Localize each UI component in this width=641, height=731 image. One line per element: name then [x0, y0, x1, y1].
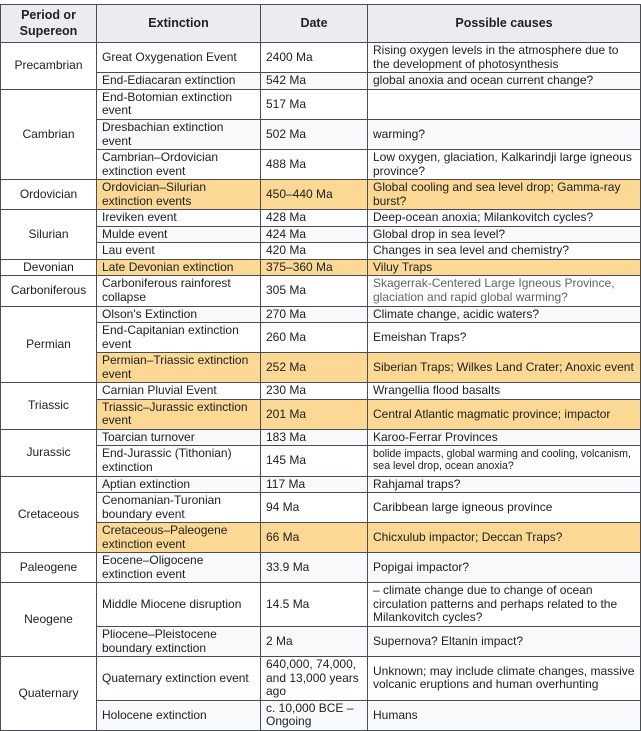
causes-cell: – climate change due to change of ocean circulation patterns and perhaps related to the Milankovitch cycles? — [368, 583, 641, 627]
causes-cell: Deep-ocean anoxia; Milankovitch cycles? — [368, 210, 641, 227]
event-row — [1, 323, 641, 353]
event-row — [1, 210, 641, 227]
causes-cell: Central Atlantic magmatic province; impactor — [368, 399, 641, 429]
causes-cell: Global cooling and sea level drop; Gamma-ray burst? — [368, 180, 641, 210]
extinction-cell: Middle Miocene disruption — [97, 583, 261, 627]
period-cell: Devonian — [1, 259, 97, 276]
period-cell: Permian — [1, 306, 97, 383]
date-cell: 375–360 Ma — [261, 259, 368, 276]
date-cell: 2400 Ma — [261, 43, 368, 73]
date-cell: 33.9 Ma — [261, 553, 368, 583]
causes-cell: Skagerrak-Centered Large Igneous Province, glaciation and rapid global warming? — [368, 276, 641, 306]
extinction-cell: Pliocene–Pleistocene boundary extinction — [97, 627, 261, 657]
causes-cell — [368, 89, 641, 119]
extinction-cell: End-Jurassic (Tithonian) extinction — [97, 446, 261, 476]
period-cell: Ordovician — [1, 180, 97, 210]
extinction-cell: End-Botomian extinction event — [97, 89, 261, 119]
date-cell: 183 Ma — [261, 429, 368, 446]
event-row — [1, 399, 641, 429]
causes-cell: Emeishan Traps? — [368, 323, 641, 353]
date-cell: 305 Ma — [261, 276, 368, 306]
period-cell: Cretaceous — [1, 476, 97, 553]
causes-cell: Caribbean large igneous province — [368, 493, 641, 523]
extinction-cell: End-Ediacaran extinction — [97, 73, 261, 90]
date-cell: 270 Ma — [261, 306, 368, 323]
date-cell: 420 Ma — [261, 243, 368, 260]
event-row — [1, 383, 641, 400]
extinction-cell: Permian–Triassic extinction event — [97, 353, 261, 383]
event-row — [1, 583, 641, 627]
extinction-cell: Ireviken event — [97, 210, 261, 227]
extinction-cell: Great Oxygenation Event — [97, 43, 261, 73]
extinction-cell: Olson's Extinction — [97, 306, 261, 323]
table-header — [1, 5, 641, 43]
causes-cell: Climate change, acidic waters? — [368, 306, 641, 323]
event-row — [1, 476, 641, 493]
date-cell: 252 Ma — [261, 353, 368, 383]
causes-cell: warming? — [368, 119, 641, 149]
extinction-cell: Cretaceous–Paleogene extinction event — [97, 523, 261, 553]
causes-cell: Changes in sea level and chemistry? — [368, 243, 641, 260]
event-row — [1, 657, 641, 701]
event-row — [1, 553, 641, 583]
event-row — [1, 429, 641, 446]
column-header-period: Period or Supereon — [1, 5, 97, 43]
event-row — [1, 73, 641, 90]
date-cell: 640,000, 74,000, and 13,000 years ago — [261, 657, 368, 701]
extinction-cell: Lau event — [97, 243, 261, 260]
extinction-cell: Cenomanian-Turonian boundary event — [97, 493, 261, 523]
date-cell: 117 Ma — [261, 476, 368, 493]
causes-cell: Siberian Traps; Wilkes Land Crater; Anoxic event — [368, 353, 641, 383]
date-cell: 424 Ma — [261, 226, 368, 243]
date-cell: c. 10,000 BCE – Ongoing — [261, 700, 368, 730]
extinction-cell: Holocene extinction — [97, 700, 261, 730]
causes-cell: Chicxulub impactor; Deccan Traps? — [368, 523, 641, 553]
extinction-cell: Dresbachian extinction event — [97, 119, 261, 149]
table-body — [1, 43, 641, 731]
causes-cell: bolide impacts, global warming and cooling, volcanism, sea level drop, ocean anoxia? — [368, 446, 641, 476]
event-row — [1, 700, 641, 730]
causes-cell: Popigai impactor? — [368, 553, 641, 583]
event-row — [1, 180, 641, 210]
period-cell: Neogene — [1, 583, 97, 657]
causes-cell: Wrangellia flood basalts — [368, 383, 641, 400]
extinction-cell: Ordovician–Silurian extinction events — [97, 180, 261, 210]
event-row — [1, 243, 641, 260]
column-header-possible-causes: Possible causes — [368, 5, 641, 43]
period-cell: Precambrian — [1, 43, 97, 90]
causes-cell: global anoxia and ocean current change? — [368, 73, 641, 90]
extinction-cell: End-Capitanian extinction event — [97, 323, 261, 353]
date-cell: 14.5 Ma — [261, 583, 368, 627]
date-cell: 517 Ma — [261, 89, 368, 119]
extinction-cell: Eocene–Oligocene extinction event — [97, 553, 261, 583]
date-cell: 542 Ma — [261, 73, 368, 90]
extinction-events-table — [0, 4, 641, 731]
event-row — [1, 306, 641, 323]
event-row — [1, 43, 641, 73]
causes-cell: Low oxygen, glaciation, Kalkarindji large igneous province? — [368, 150, 641, 180]
period-cell: Cambrian — [1, 89, 97, 179]
date-cell: 201 Ma — [261, 399, 368, 429]
date-cell: 502 Ma — [261, 119, 368, 149]
period-cell: Paleogene — [1, 553, 97, 583]
period-cell: Carboniferous — [1, 276, 97, 306]
date-cell: 230 Ma — [261, 383, 368, 400]
event-row — [1, 119, 641, 149]
header-row — [1, 5, 641, 43]
date-cell: 488 Ma — [261, 150, 368, 180]
causes-cell: Rising oxygen levels in the atmosphere due to the development of photosynthesis — [368, 43, 641, 73]
event-row — [1, 523, 641, 553]
event-row — [1, 150, 641, 180]
date-cell: 145 Ma — [261, 446, 368, 476]
causes-cell: Global drop in sea level? — [368, 226, 641, 243]
event-row — [1, 627, 641, 657]
period-cell: Triassic — [1, 383, 97, 430]
period-cell: Quaternary — [1, 657, 97, 731]
extinction-cell: Mulde event — [97, 226, 261, 243]
date-cell: 260 Ma — [261, 323, 368, 353]
extinction-cell: Aptian extinction — [97, 476, 261, 493]
causes-cell: Rahjamal traps? — [368, 476, 641, 493]
period-cell: Jurassic — [1, 429, 97, 476]
event-row — [1, 446, 641, 476]
event-row — [1, 276, 641, 306]
extinction-cell: Carboniferous rainforest collapse — [97, 276, 261, 306]
extinction-cell: Carnian Pluvial Event — [97, 383, 261, 400]
causes-cell: Unknown; may include climate changes, massive volcanic eruptions and human overhunting — [368, 657, 641, 701]
extinction-cell: Late Devonian extinction — [97, 259, 261, 276]
period-cell: Silurian — [1, 210, 97, 260]
event-row — [1, 89, 641, 119]
date-cell: 428 Ma — [261, 210, 368, 227]
event-row — [1, 493, 641, 523]
causes-cell: Supernova? Eltanin impact? — [368, 627, 641, 657]
date-cell: 94 Ma — [261, 493, 368, 523]
causes-cell: Humans — [368, 700, 641, 730]
extinction-cell: Toarcian turnover — [97, 429, 261, 446]
column-header-date: Date — [261, 5, 368, 43]
extinction-cell: Cambrian–Ordovician extinction event — [97, 150, 261, 180]
event-row — [1, 226, 641, 243]
date-cell: 450–440 Ma — [261, 180, 368, 210]
event-row — [1, 259, 641, 276]
event-row — [1, 353, 641, 383]
date-cell: 66 Ma — [261, 523, 368, 553]
causes-cell: Viluy Traps — [368, 259, 641, 276]
date-cell: 2 Ma — [261, 627, 368, 657]
extinction-cell: Quaternary extinction event — [97, 657, 261, 701]
column-header-extinction: Extinction — [97, 5, 261, 43]
extinction-cell: Triassic–Jurassic extinction event — [97, 399, 261, 429]
causes-cell: Karoo-Ferrar Provinces — [368, 429, 641, 446]
